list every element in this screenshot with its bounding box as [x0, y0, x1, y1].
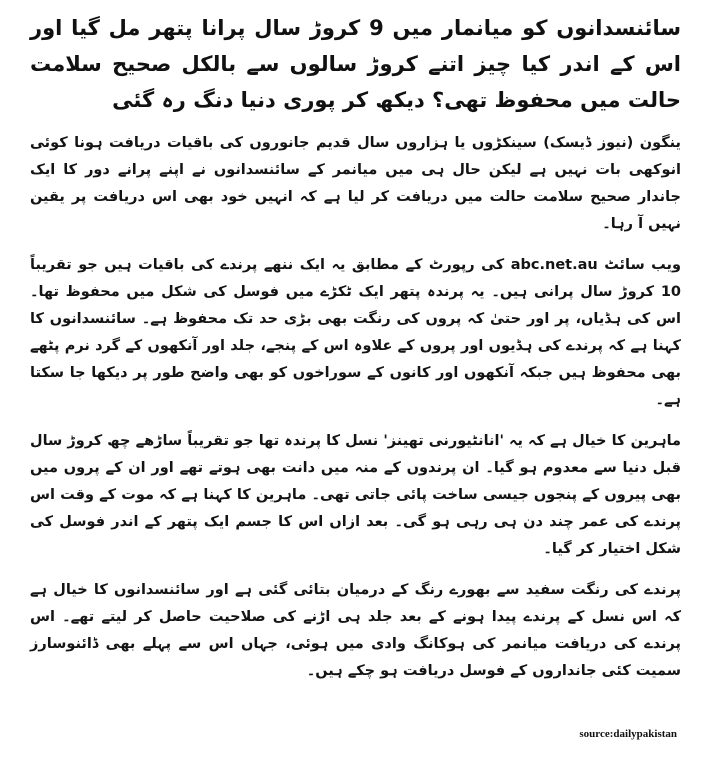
article-headline: سائنسدانوں کو میانمار میں 9 کروڑ سال پرانا پتھر مل گیا اور اس کے اندر کیا چیز اتنے کروڑ سالوں سے بالکل صحیح سلامت حالت میں محفوظ تھی؟ دیکھ کر پوری دنیا دنگ رہ گئی [30, 16, 681, 112]
article-paragraph-report: ویب سائٹ abc.net.au کی رپورٹ کے مطابق یہ ایک ننھے پرندے کی باقیات ہیں جو تقریباً 10 کروڑ سال پرانی ہیں۔ یہ پرندہ پتھر ایک ٹکڑے میں فوسل کی شکل میں محفوظ تھا۔ اس کی ہڈیاں، پر اور حتیٰ کہ پروں کی رنگت بھی بڑی حد تک محفوظ ہے۔ سائنسدانوں کا کہنا ہے کہ پرندے کی ہڈیوں اور پروں کے علاوہ اس کے پنجے، جلد اور آنکھوں کے گرد نرم پٹھے بھی محفوظ ہیں جبکہ آنکھوں اور کانوں کے سوراخوں کو بھی واضح طور پر دیکھا جا سکتا ہے۔ [30, 257, 681, 408]
source-credit: source:dailypakistan [579, 728, 677, 740]
article-paragraph-experts: ماہرین کا خیال ہے کہ یہ 'انانٹیورنی تھینز' نسل کا پرندہ تھا جو تقریباً ساڑھے چھ کروڑ سال قبل دنیا سے معدوم ہو گیا۔ ان پرندوں کے منہ میں دانت بھی ہوتے تھے اور ان کے پروں میں بھی پیروں کے پنجوں جیسی ساخت پائی جاتی تھی۔ ماہرین کا کہنا ہے کہ موت کے وقت اس پرندے کی عمر چند دن ہی رہی ہو گی۔ بعد ازاں اس کا جسم ایک پتھر کے اندر فوسل کی شکل اختیار کر گیا۔ [30, 433, 681, 557]
article-paragraph-discovery: پرندے کی رنگت سفید سے بھورے رنگ کے درمیان بتائی گئی ہے اور سائنسدانوں کا خیال ہے کہ اس نسل کے پرندے پیدا ہونے کے بعد جلد ہی اڑنے کی صلاحیت حاصل کر لیتے تھے۔ اس پرندے کی دریافت میانمر کی ہوکانگ وادی میں ہوئی، جہاں اس سے پہلے بھی ڈائنوسارز سمیت کئی جانداروں کے فوسل دریافت ہو چکے ہیں۔ [30, 582, 681, 679]
article-paragraph-intro: ینگون (نیوز ڈیسک) سینکڑوں یا ہزاروں سال قدیم جانوروں کی باقیات دریافت ہونا کوئی انوکھی بات نہیں ہے لیکن حال ہی میں میانمر کے سائنسدانوں نے اپنے پرانے دور کا ایک جاندار صحیح سلامت حالت میں دریافت کر لیا ہے کہ انہیں خود بھی اس دریافت پر یقین نہیں آ رہا۔ [30, 135, 681, 232]
